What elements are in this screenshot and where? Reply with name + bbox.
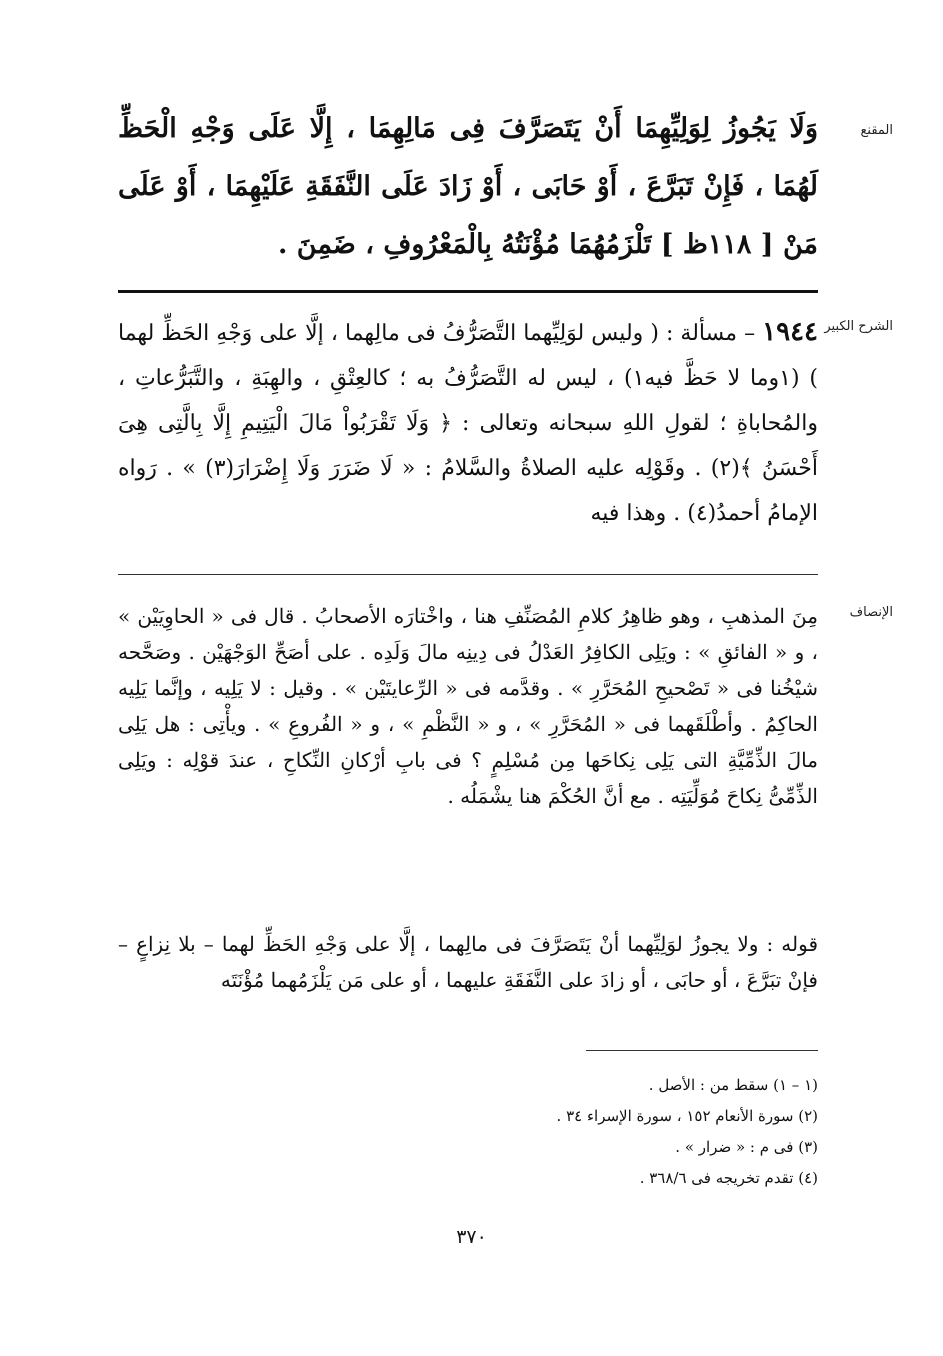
section-divider-thick	[118, 290, 818, 293]
footnote-4: (٤) تقدم تخريجه فى ٣٦٨/٦ .	[639, 1169, 818, 1187]
muqni-text: وَلَا يَجُوزُ لِوَلِيِّهِمَا أَنْ يَتَصَرَّفَ فِى مَالِهِمَا ، إِلَّا عَلَى وَجْهِ الْحَظِّ لَهُمَا ، فَإِنْ تَبَرَّعَ ، أَوْ حَابَى ، أَوْ زَادَ عَلَى النَّفَقَةِ عَلَيْهِمَا ، أَوْ عَلَى مَنْ [ ١١٨ظ ] تَلْزَمُهُمَا مُؤْنَتُهُ بِالْمَعْرُوفِ ، ضَمِنَ .	[118, 113, 818, 260]
issue-number: ١٩٤٤	[762, 317, 818, 347]
insaf-text-2: قوله : ولا يجوزُ لوَلِيِّهما أنْ يَتَصَرَّفَ فى مالِهما ، إلَّا على وَجْهِ الحَظِّ لهما – بلا نِزاعٍ – فإنْ تبَرَّعَ ، أو حابَى ، أو زادَ على النَّفَقَةِ عليهما ، أو على مَن يَلْزَمُهما مُؤْنَتَه	[118, 932, 818, 992]
section-label-muqni: المقنع	[860, 123, 893, 138]
footnote-1: (١ – ١) سقط من : الأصل .	[648, 1076, 818, 1094]
section-divider-thin	[118, 574, 818, 575]
footnote-2: (٢) سورة الأنعام ١٥٢ ، سورة الإسراء ٣٤ .	[556, 1107, 818, 1125]
section-label-sharh: الشرح الكبير	[824, 319, 893, 334]
page-number: ٣٧٠	[456, 1226, 487, 1248]
footnotes	[380, 1070, 818, 1194]
footnote-separator	[586, 1050, 818, 1051]
footnote-3: (٣) فى م : « ضرار » .	[675, 1138, 818, 1156]
sharh-body: – مسألة : ( وليس لوَلِيِّهما التَّصَرُّفُ فى مالِهما ، إلَّا على وَجْهِ الحَظِّ لهما ) (١وما لا حَظَّ فيه١) ، ليس له التَّصَرُّفُ به ؛ كالعِتْقِ ، والهِبَةِ ، والتَّبَرُّعاتِ ، والمُحاباةِ ؛ لقولِ اللهِ سبحانه وتعالى : ﴿ وَلَا تَقْرَبُواْ مَالَ الْيَتِيمِ إِلَّا بِالَّتِى هِىَ أَحْسَنُ ﴾(٢) . وقَوْلِه عليه الصلاةُ والسَّلامُ : « لَا ضَرَرَ وَلَا إِضْرَارَ(٣) » . رَواه الإمامُ أحمدُ(٤) . وهذا فيه	[118, 321, 818, 526]
sharh-text	[118, 310, 818, 536]
section-label-insaf: الإنصاف	[849, 605, 893, 620]
insaf-text: مِنَ المذهبِ ، وهو ظاهِرُ كلامِ المُصَنِّفِ هنا ، واخْتارَه الأصحابُ . قال فى « الحاوِيَيْن » ، و « الفائقِ » : ويَلِى الكافِرُ العَدْلُ فى دِينِه مالَ وَلَدِه . على أصَحِّ الوَجْهَيْن . وصَحَّحه شيْخُنا فى « تَصْحيحِ المُحَرَّرِ » . وقدَّمه فى « الرِّعايتَيْن » . وقيل : لا يَلِيه ، وإنَّما يَلِيه الحاكِمُ . وأطْلَقَهما فى « المُحَرَّرِ » ، و « النَّظْمِ » ، و « الفُروعِ » . ويأْتِى : هل يَلِى مالَ الذِّمِّيَّةِ التى يَلِى نِكاحَها مِن مُسْلِمٍ ؟ فى بابِ أرْكانِ النِّكاحِ ، عندَ قوْلِه : ويَلِى الذِّمِّىُّ نِكاحَ مُوَلِّيَتِه . مع أنَّ الحُكْمَ هنا يشْمَلُه .	[118, 604, 818, 808]
